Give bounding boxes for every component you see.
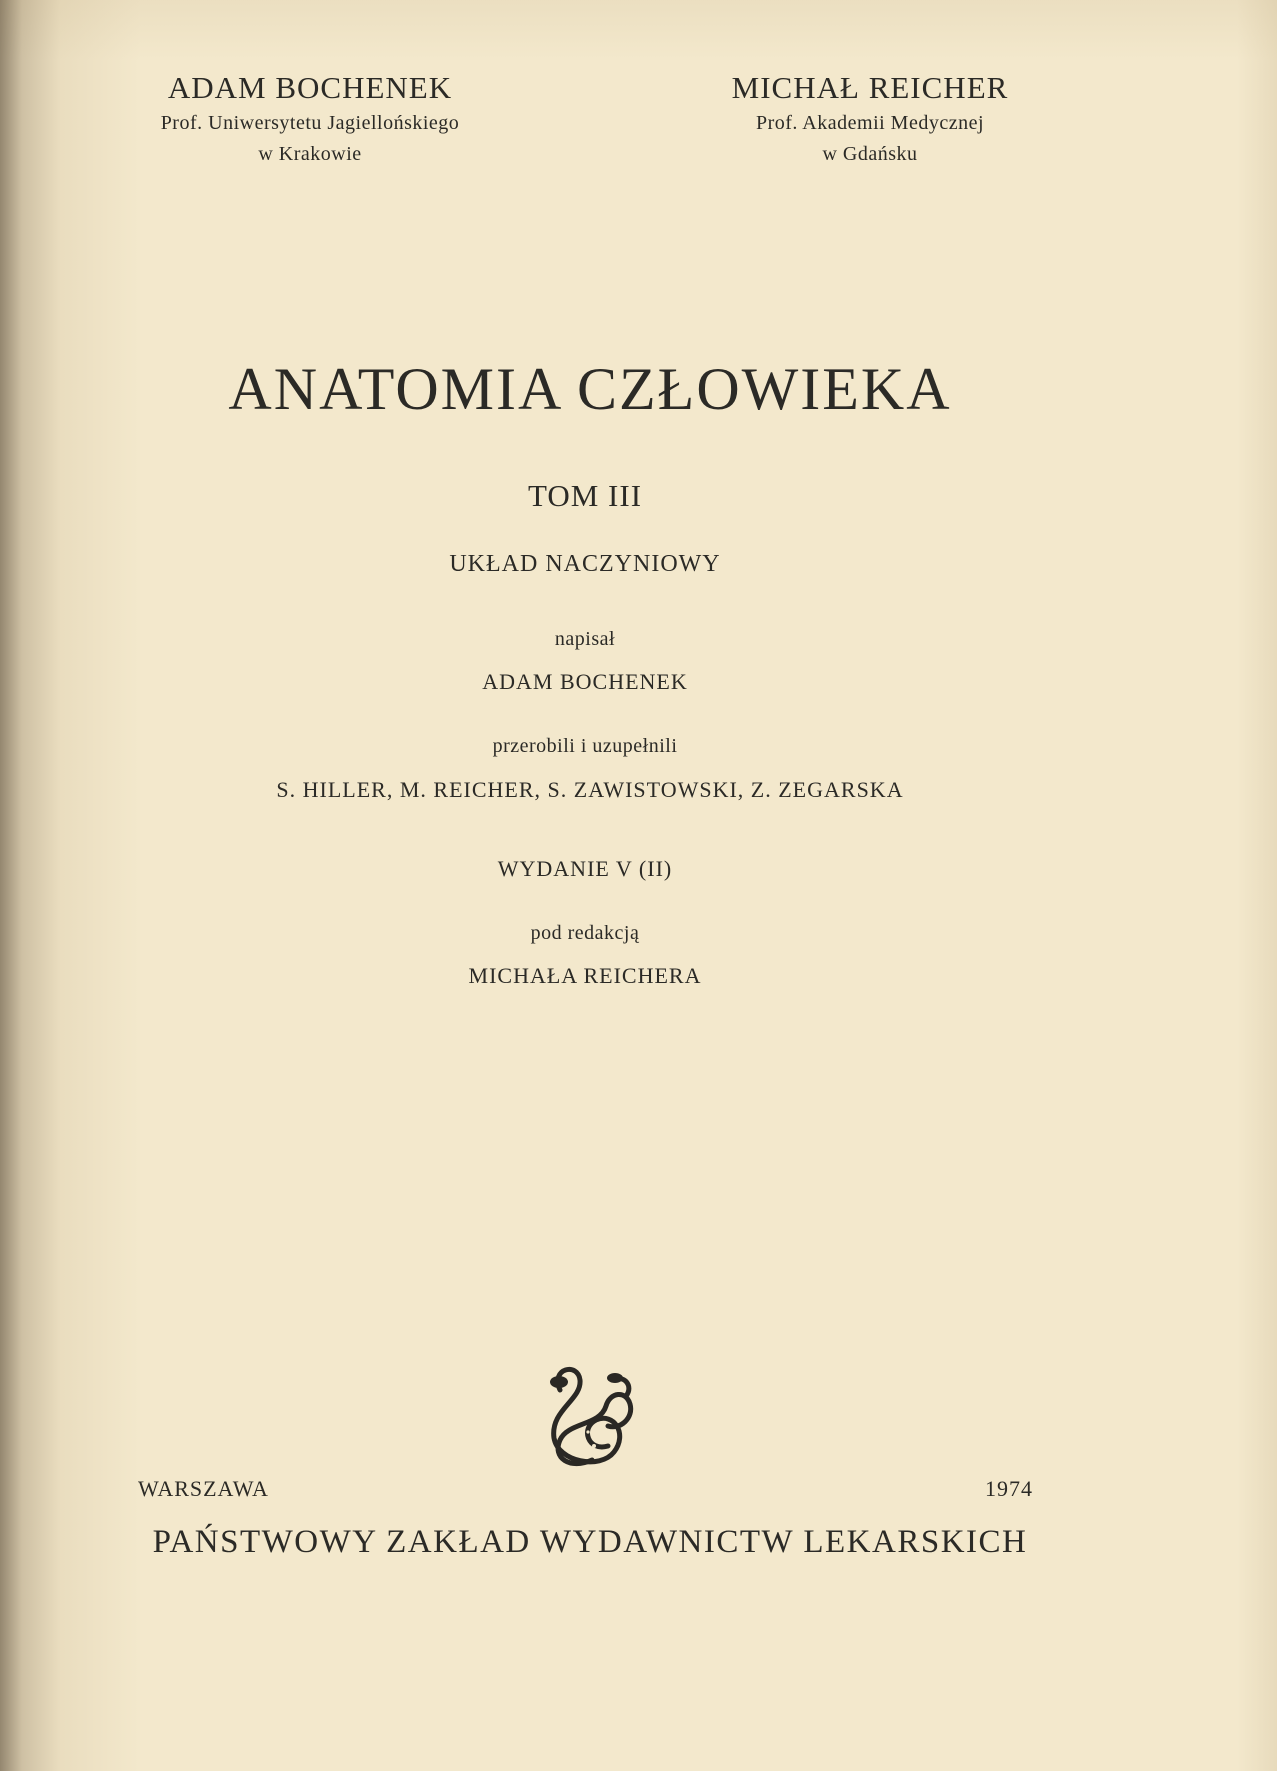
author-left-affiliation: Prof. Uniwersytetu Jagiellońskiego	[160, 112, 460, 134]
imprint-year: 1974	[985, 1476, 1033, 1501]
author-right	[670, 70, 1070, 166]
publisher-name: PAŃSTWOWY ZAKŁAD WYDAWNICTW LEKARSKICH	[152, 1524, 1028, 1560]
imprint-city: WARSZAWA	[138, 1476, 269, 1501]
volume-subtitle: UKŁAD NACZYNIOWY	[449, 551, 721, 577]
editor-name: MICHAŁA REICHERA	[468, 963, 702, 988]
written-by-author: ADAM BOCHENEK	[482, 669, 688, 694]
edition-label: WYDANIE V (II)	[497, 856, 673, 881]
written-by-label: napisał	[554, 628, 616, 650]
author-right-affiliation: Prof. Akademii Medycznej	[755, 112, 985, 134]
author-left-name: ADAM BOCHENEK	[167, 70, 453, 105]
author-left	[110, 70, 510, 166]
revisers-list: S. HILLER, M. REICHER, S. ZAWISTOWSKI, Z. ZEGARSKA	[276, 777, 904, 802]
serpent-emblem-icon	[530, 1360, 640, 1480]
editor-label: pod redakcją	[530, 922, 640, 944]
revised-by-label: przerobili i uzupełnili	[492, 735, 678, 757]
book-title: ANATOMIA CZŁOWIEKA	[228, 356, 952, 422]
volume-label: TOM III	[527, 478, 643, 513]
author-left-location: w Krakowie	[258, 143, 362, 165]
author-right-location: w Gdańsku	[822, 143, 918, 165]
author-right-name: MICHAŁ REICHER	[731, 70, 1009, 105]
